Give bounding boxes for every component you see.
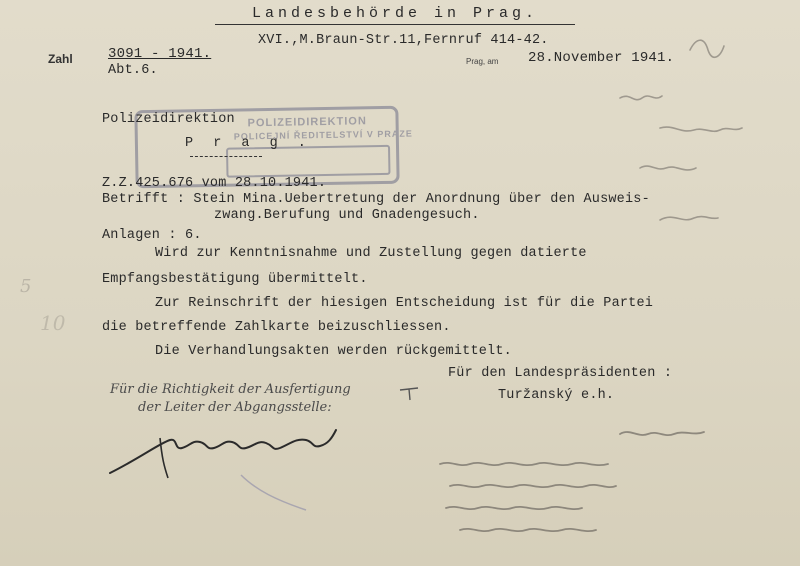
certification-line-1: Für die Richtigkeit der Ausfertigung bbox=[110, 382, 351, 397]
enclosures: Anlagen : 6. bbox=[102, 228, 202, 243]
signatory-title: Für den Landespräsidenten : bbox=[448, 366, 673, 381]
recipient-line-2: P r a g . bbox=[185, 136, 312, 151]
svg-text:5: 5 bbox=[20, 276, 32, 297]
zahl-label: Zahl bbox=[48, 52, 73, 66]
paragraph-3: Die Verhandlungsakten werden rückgemittelt. bbox=[155, 344, 512, 359]
paragraph-1-line-2: Empfangsbestätigung übermittelt. bbox=[102, 272, 368, 287]
margin-pencil-mark bbox=[0, 270, 90, 350]
handwritten-notes-bottom-right bbox=[420, 420, 780, 560]
pencil-mark-bottom bbox=[236, 470, 316, 520]
paragraph-2-line-2: die betreffende Zahlkarte beizuschliessen. bbox=[102, 320, 451, 335]
handwritten-notes-top-right bbox=[560, 20, 800, 280]
reference-number: 3091 - 1941. bbox=[108, 46, 212, 62]
certification-line-2: der Leiter der Abgangsstelle: bbox=[138, 400, 332, 415]
stamp-line-2: POLICEJNÍ ŘEDITELSTVÍ V PRAZE bbox=[233, 128, 413, 142]
tick-mark bbox=[398, 384, 422, 404]
stamp-line-1: POLIZEIDIREKTION bbox=[247, 115, 367, 130]
subject-continuation: zwang.Berufung und Gnadengesuch. bbox=[214, 208, 480, 223]
signatory-name: Turžanský e.h. bbox=[498, 388, 615, 403]
subject-line: Betrifft : Stein Mina.Uebertretung der Anordnung über den Ausweis- bbox=[102, 192, 650, 207]
letter-date: 28.November 1941. bbox=[528, 50, 675, 66]
svg-text:10: 10 bbox=[40, 311, 66, 335]
letterhead-title: Landesbehörde in Prag. bbox=[215, 5, 575, 25]
letterhead-address: XVI.,M.Braun-Str.11,Fernruf 414-42. bbox=[258, 33, 549, 48]
paragraph-1-line-1: Wird zur Kenntnisnahme und Zustellung gegen datierte bbox=[155, 246, 587, 261]
zz-reference: Z.Z.425.676 vom 28.10.1941. bbox=[102, 176, 327, 191]
recipient-underline bbox=[190, 156, 262, 157]
department: Abt.6. bbox=[108, 63, 158, 78]
paragraph-2-line-1: Zur Reinschrift der hiesigen Entscheidung ist für die Partei bbox=[155, 296, 654, 311]
recipient-line-1: Polizeidirektion bbox=[102, 112, 235, 127]
place-date-label: Prag, am bbox=[466, 57, 499, 66]
